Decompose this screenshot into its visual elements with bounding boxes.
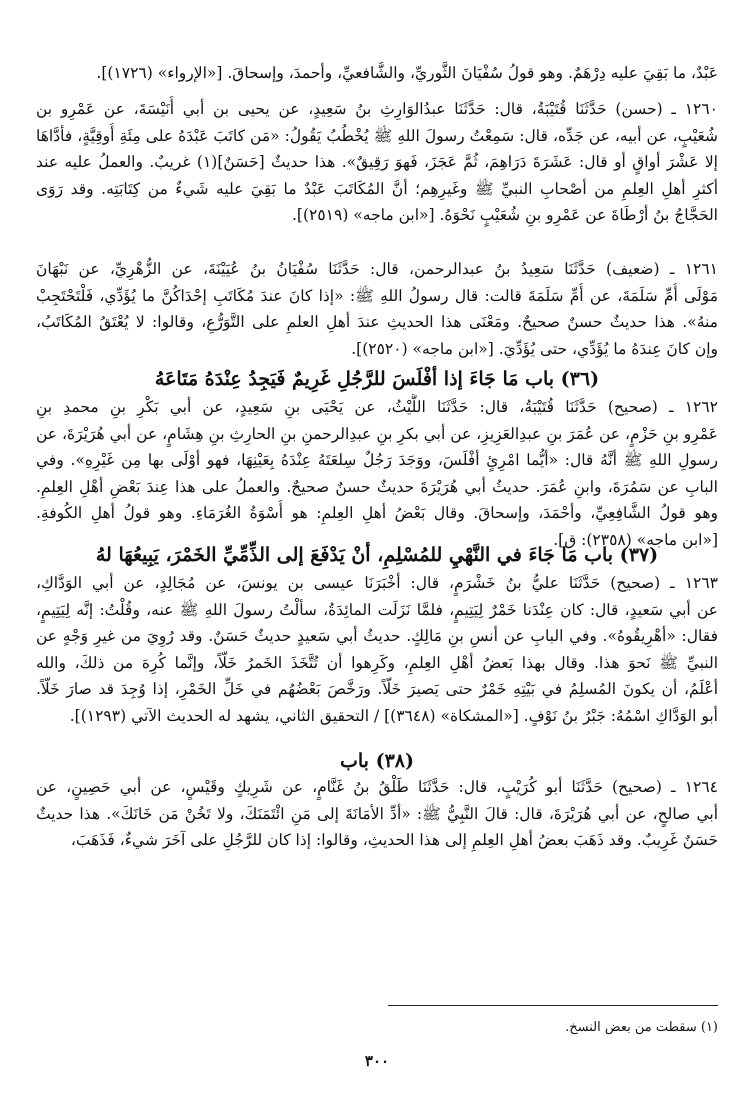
text-line: فقال: «أهْرِيقُوهُ». وفي البابِ عن أنسِ بنِ مَالِكٍ. حديثُ أبي سَعيدٍ حديثٌ حَسَنٌ. وقد رُوِيَ من غيرِ وَجْهٍ عن [36,627,718,645]
hadith-paragraph-1 [36,60,718,87]
page-number: ٣٠٠ [364,1052,390,1070]
text-line: وهو قولُ الشَّافِعِيِّ، وأحْمَدَ، وإسحاقَ. وقال بَعْضُ أهلِ العِلمِ: هو أُسْوَةُ الغُرَمَاءِ. وهو قولُ أهلِ الكُوفةِ. [36,504,718,522]
text-line: عَمْرِو بنِ حَزْمٍ، عن عُمَرَ بنِ عبدِالعَزِيزِ، عن أبي بكرِ بنِ عبدِالرحمنِ بنِ الحارِثِ بنِ هِشَامٍ، عن أبي هُرَيْرَةَ، عن [36,424,718,443]
hadith-paragraph-2 [36,96,718,229]
text-line: حَسَنٌ غَرِيبٌ. وقد ذَهَبَ بعضُ أهلِ العِلمِ إلى هذا الحديثِ، وقالوا: إذا كان للرَّجُلِ على آخَرَ شيءٌ، فَذَهَبَ، [70,831,718,849]
heading-text: (٣٧) باب مَا جَاءَ في النَّهْيِ للمُسْلِمِ، أنْ يَدْفَعَ إلى الذِّمِّيِّ الخَمْرَ، يَبِيعُهَا لهُ [95,544,659,566]
text-line: أعْلَمُ، أن يكونَ المُسلِمُ في بَيْتِهِ خَمْرٌ حتى يَصيرَ خَلّاً. ورَخَّصَ بَعْضُهُم في خَلِّ الخَمْرِ، إذا وُجِدَ قد صارَ خَلّاً. [36,680,718,698]
text-line: رسولِ اللهِ ﷺ أنَّهُ قال: «أيُّما امْرِئٍ أفْلَسَ، ووَجَدَ رَجُلٌ سِلعَتَهُ عِنْدَهُ بِعَيْنِهَا، فهو أوْلَى بها مِن غَيْرِهِ». وفي [36,451,718,469]
text-line: الحَجَّاجُ بنُ أرْطَاةَ عن عَمْرِو بنِ شُعَيْبٍ نَحْوَهُ. [«ابن ماجه» (٢٥١٩)]. [291,206,718,224]
footnote-divider [388,1005,718,1006]
heading-text: (٣٨) باب [340,750,414,772]
footnote: (١) سقطت من بعض النسخ. [565,1020,718,1035]
heading-text: (٣٦) باب مَا جَاءَ إذا أفْلَسَ للرَّجُلِ غَرِيمٌ فَيَجِدُ عِنْدَهُ مَتَاعَهُ [154,368,600,390]
text-line: عن أبي سَعيدٍ، قال: كان عِنْدَنا خَمْرٌ لِيَتِيمٍ، فلمَّا نَزَلَت المائِدَةُ، سألْتُ رسولَ اللهِ ﷺ عنه، وقُلْتُ: إنَّه لِيَتِيمٍ، [36,600,718,619]
text-line: أكثرِ أهلِ العِلمِ من أصْحابِ النبيِّ ﷺ وغَيرِهِم؛ أنَّ المُكَاتَبَ عَبْدٌ ما بَقِيَ عليه شَيءٌ من كِتَابَتِه. وقد رَوَى [36,179,718,198]
chapter-heading-37 [36,540,718,570]
text-line: ١٢٦٤ ـ (صحيح) حَدَّثَنَا أبو كُرَيْبٍ، قال: حَدَّثَنَا طَلْقُ بنُ غَنَّامٍ، عن شَرِيكٍ وقَيْسٍ، عن أبي حَصِينٍ، عن [36,778,718,796]
text-line: وإن كانَ عِندَهُ ما يُؤَدِّي، حتى يُؤَدِّيَ. [«ابن ماجه» (٢٥٢٠)]. [351,339,718,358]
text-line: أبي صالحٍ، عن أبي هُرَيْرَةَ، قال: قالَ النَّبِيُّ ﷺ: «أدِّ الأمَانَةَ إلى مَنِ ائْتَمَنَكَ، ولا تَخُنْ مَن خَانَكَ». هذا حديثٌ [36,804,718,823]
text-line: أبو الوَدَّاكِ اسْمُهُ: جَبْرُ بنُ نَوْفٍ. [«المشكاة» (٣٦٤٨)] / التحقيق الثاني، يشهد له الحديث الآتي (١٢٩٣)]. [69,706,718,725]
text-line: البابِ عن سَمُرَةَ، وابنِ عُمَرَ. حديثُ أبي هُرَيْرَةَ حديثٌ حسنٌ صحيحٌ. والعملُ على هذا عِندَ بَعْضِ أهْلِ العِلمِ. [36,477,718,496]
text-line: عَبْدٌ، ما بَقِيَ عليه دِرْهَمٌ. وهو قولُ سُفْيَانَ الثَّوريِّ، والشَّافعيِّ، وأحمدَ، وإسحاقَ. [«الإرواء» (١٧٢٦)]. [96,64,718,82]
chapter-heading-36 [36,364,718,394]
text-line: مَوْلَى أُمِّ سَلَمَةَ، عن أُمِّ سَلَمَةَ قالت: قال رسولُ اللهِ ﷺ: «إذا كانَ عندَ مُكَاتَبِ إحْدَاكُنَّ ما يُؤَدِّي، فَلْتَحْتَجِبْ [36,286,718,305]
hadith-paragraph-6 [36,774,718,854]
text-line: إلا عَشْرَ أواقٍ أو قال: عَشَرَةَ دَرَاهِمَ، ثُمَّ عَجَزَ، فَهوَ رَقِيقٌ». هذا حديثٌ [حَسَنٌ](١) غريبٌ. والعملُ عليه عند [36,153,718,171]
hadith-paragraph-5 [36,570,718,729]
text-line: ١٢٦٠ ـ (حسن) حَدَّثَنَا قُتَيْبَةُ، قال: حَدَّثَنَا عبدُالوَارِثِ بنُ سَعِيدٍ، عن يحيى بن أبي أُنَيْسَةَ، عن عَمْرِو بن [36,100,718,118]
text-line: شُعَيْبٍ، عن أبيه، عن جَدِّه، قال: سَمِعْتُ رسولَ اللهِ ﷺ يُخْطُبُ يَقُولُ: «مَن كاتَبَ عَبْدَهُ على مِئَةِ أُوقِيَّةٍ، فأدَّاهَا [36,126,718,145]
text-line: منهُ». هذا حديثٌ حسنٌ صحيحٌ. ومَعْنَى هذا الحديثِ عندَ أهلِ العلمِ على التَّوَرُّعِ، وقالوا: لا يُعْتَقُ المُكَاتَبُ، [36,313,718,331]
chapter-heading-38 [36,746,718,776]
hadith-paragraph-4 [36,394,718,553]
text-line: ١٢٦٢ ـ (صحيح) حَدَّثَنَا قُتَيْبَةُ، قال: حَدَّثَنَا اللَّيْثُ، عن يَحْيَى بنِ سَعِيدٍ، عن أبي بَكْرِ بنِ محمدِ بنِ [36,398,718,416]
text-line: النبيِّ ﷺ نَحوَ هذا. وقال بهذا بَعضُ أهْلِ العِلمِ، وكَرِهوا أن تُتَّخَذَ الخَمرُ خَلّاً، وإنَّما كُرِهَ من ذلكَ، والله [36,653,718,672]
text-line: [«ابن ماجه» (٢٣٥٨): ق]. [553,530,718,549]
text-line: ١٢٦١ ـ (ضعيف) حَدَّثَنَا سَعِيدُ بنُ عبدالرحمن، قال: حَدَّثَنَا سُفْيَانُ بنُ عُيَيْنَةَ، عن الزُّهْرِيِّ، عن نَبْهَانَ [36,260,718,278]
hadith-paragraph-3 [36,256,718,362]
text-line: ١٢٦٣ ـ (صحيح) حَدَّثَنَا عليُّ بنُ خَشْرَمٍ، قال: أخْبَرَنَا عيسى بن يونسَ، عن مُجَالِدٍ، عن أبي الوَدَّاكِ، [36,574,718,592]
